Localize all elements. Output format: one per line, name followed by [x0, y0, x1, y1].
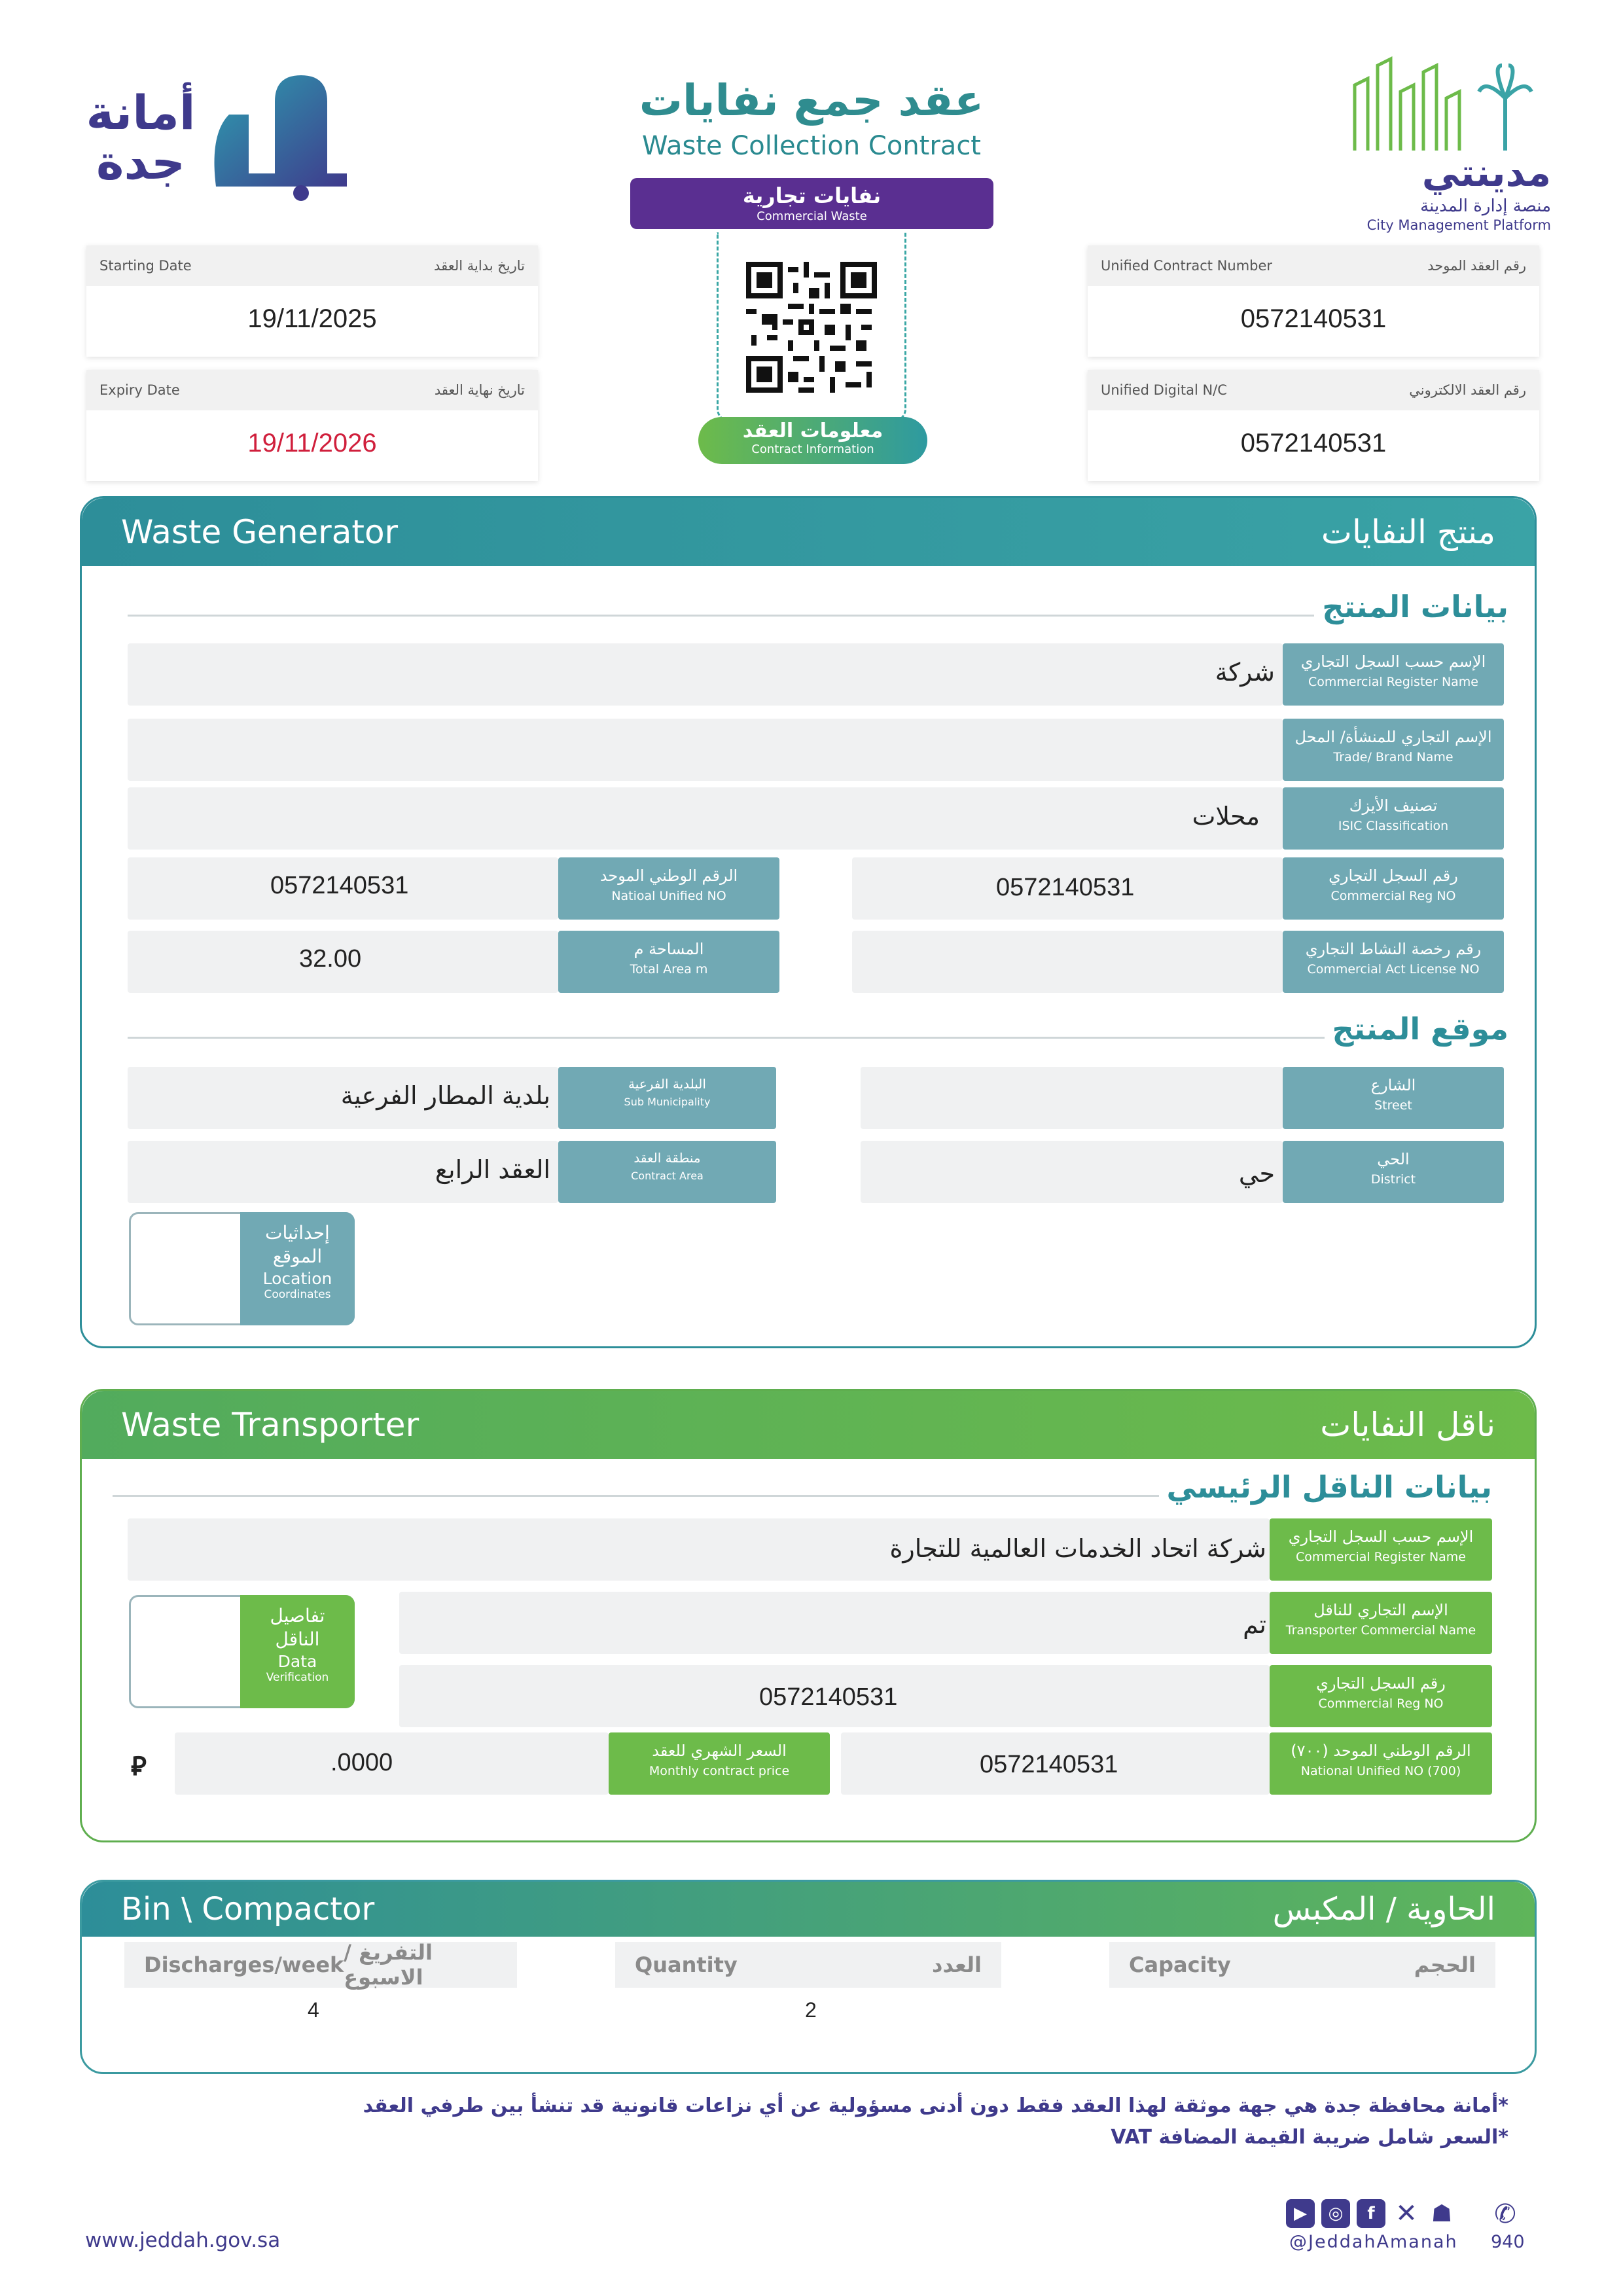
transporter-crn-field — [128, 1518, 1270, 1581]
coordinates-label-ar: إحداثيات الموقع — [265, 1222, 330, 1268]
madinaty-title: مدينتي — [1421, 151, 1551, 195]
generator-submunicipality-field — [128, 1067, 558, 1129]
generator-contract-area-value: العقد الرابع — [435, 1155, 550, 1184]
madinaty-sub-ar: منصة إدارة المدينة — [1420, 196, 1551, 216]
transporter-national-value: 0572140531 — [980, 1751, 1118, 1778]
generator-brand-field — [128, 719, 1283, 781]
discharges-label-en: Discharges/week — [144, 1952, 344, 1977]
generator-street-field — [861, 1067, 1283, 1129]
quantity-label-en: Quantity — [635, 1952, 738, 1977]
bin-title-en: Bin \ Compactor — [121, 1891, 375, 1928]
discharges-column — [124, 1942, 517, 1988]
generator-street-label — [1283, 1067, 1504, 1129]
generator-license-label-en: Commercial Act License NO — [1307, 962, 1480, 977]
digital-contract-value: 0572140531 — [1240, 429, 1387, 457]
start-date-card — [86, 245, 538, 357]
generator-area-label-en: Total Area m — [630, 962, 708, 977]
generator-area-label-ar: المساحة م — [633, 940, 704, 958]
transporter-national-label-ar: الرقم الوطني الموحد (٧٠٠) — [1291, 1742, 1471, 1760]
quantity-column — [615, 1942, 1001, 1988]
amanah-logo-text: أمانة جدة — [86, 85, 196, 190]
transporter-title-en: Waste Transporter — [121, 1406, 419, 1444]
generator-contract-area-label — [558, 1141, 776, 1203]
transporter-name-field — [399, 1592, 1270, 1654]
transporter-national-label — [1270, 1732, 1492, 1795]
main-transporter-heading-text: بيانات الناقل الرئيسي — [1166, 1469, 1492, 1505]
generator-area-value: 32.00 — [299, 945, 362, 973]
generator-reg-value: 0572140531 — [996, 874, 1135, 901]
generator-crn-field — [128, 643, 1283, 706]
generator-isic-value: محلات — [1192, 802, 1260, 831]
snapchat-icon[interactable]: ☗ — [1431, 2200, 1453, 2227]
bin-title-ar: الحاوية / المكبس — [1272, 1891, 1495, 1928]
social-icons — [1286, 2199, 1456, 2228]
commercial-waste-badge — [630, 178, 993, 229]
unified-contract-value: 0572140531 — [1240, 304, 1387, 333]
generator-isic-field — [128, 787, 1283, 850]
website-link[interactable]: www.jeddah.gov.sa — [85, 2229, 281, 2252]
digital-contract-label-ar: رقم العقد الالكتروني — [1409, 382, 1526, 398]
amanah-logo — [79, 62, 366, 219]
transporter-name-label-ar: الإسم التجاري للناقل — [1313, 1601, 1448, 1619]
unified-contract-label-ar: رقم العقد الموحد — [1427, 258, 1526, 274]
capacity-column — [1109, 1942, 1495, 1988]
digital-contract-card — [1088, 370, 1539, 481]
quantity-value: 2 — [805, 1998, 817, 2022]
x-icon[interactable]: ✕ — [1395, 2198, 1418, 2229]
generator-title-ar: منتج النفايات — [1321, 513, 1495, 551]
coordinates-label-en2: Coordinates — [264, 1287, 331, 1301]
generator-submunicipality-label — [558, 1067, 776, 1129]
producer-location-heading — [128, 1011, 1508, 1047]
youtube-icon[interactable]: ▶ — [1286, 2199, 1315, 2228]
transporter-reg-label-ar: رقم السجل التجاري — [1316, 1674, 1446, 1693]
generator-contract-area-field — [128, 1141, 558, 1203]
generator-street-label-ar: الشارع — [1370, 1076, 1416, 1094]
producer-data-heading-text: بيانات المنتج — [1322, 589, 1508, 624]
vat-note: *السعر شامل ضريبة القيمة المضافة VAT — [1111, 2126, 1508, 2149]
discharges-value: 4 — [308, 1998, 319, 2022]
qr-code[interactable] — [746, 262, 877, 393]
generator-national-label — [558, 857, 779, 920]
verification-label-en: Data — [277, 1651, 317, 1671]
social-handle[interactable]: @JeddahAmanah — [1289, 2232, 1458, 2252]
transporter-national-field — [841, 1732, 1270, 1795]
start-date-value: 19/11/2025 — [247, 304, 377, 333]
discharges-label-ar: التفريغ / الاسبوع — [344, 1940, 433, 1990]
unified-contract-card — [1088, 245, 1539, 357]
verification-label-ar: تفاصيل الناقل — [270, 1605, 325, 1651]
generator-brand-label-ar: الإسم التجاري للمنشأة/ المحل — [1294, 728, 1492, 746]
generator-submunicipality-label-ar: البلدية الفرعية — [628, 1076, 706, 1092]
generator-isic-label — [1283, 787, 1504, 850]
transporter-crn-label-ar: الإسم حسب السجل التجاري — [1288, 1528, 1474, 1546]
capacity-label-ar: الحجم — [1414, 1952, 1476, 1977]
bin-header — [82, 1882, 1535, 1937]
generator-crn-label-ar: الإسم حسب السجل التجاري — [1300, 653, 1486, 671]
generator-reg-label-en: Commercial Reg NO — [1330, 889, 1456, 903]
monthly-price-field — [175, 1732, 609, 1795]
badge-label-en: Commercial Waste — [757, 209, 867, 223]
monthly-price-value: .0000 — [330, 1749, 393, 1776]
monthly-price-label-en: Monthly contract price — [649, 1764, 790, 1778]
transporter-reg-value: 0572140531 — [759, 1683, 898, 1711]
transporter-name-value: تم — [1243, 1610, 1266, 1639]
main-transporter-heading — [113, 1469, 1492, 1505]
generator-isic-label-en: ISIC Classification — [1338, 819, 1449, 833]
generator-area-field — [128, 931, 558, 993]
verification-label-en2: Verification — [266, 1670, 329, 1684]
contract-info-ar: معلومات العقد — [742, 420, 883, 442]
transporter-crn-value: شركة اتحاد الخدمات العالمية للتجارة — [889, 1534, 1266, 1563]
transporter-title-ar: ناقل النفايات — [1320, 1406, 1495, 1444]
generator-district-label — [1283, 1141, 1504, 1203]
generator-license-label — [1283, 931, 1504, 993]
generator-reg-field — [852, 857, 1283, 920]
location-coordinates-label[interactable] — [240, 1212, 355, 1325]
generator-contract-area-label-ar: منطقة العقد — [633, 1150, 701, 1166]
transporter-crn-label — [1270, 1518, 1492, 1581]
start-date-label-en: Starting Date — [99, 258, 192, 274]
generator-district-value: حي — [1238, 1159, 1275, 1188]
generator-submunicipality-label-en: Sub Municipality — [624, 1096, 711, 1108]
transporter-header — [82, 1391, 1535, 1459]
madinaty-skyline-icon — [1342, 52, 1551, 157]
badge-label-ar: نفايات تجارية — [742, 183, 882, 208]
coordinates-label-en: Location — [262, 1268, 332, 1288]
phone-icon[interactable]: ✆ — [1494, 2199, 1516, 2229]
producer-data-heading — [128, 589, 1508, 624]
contract-info-en: Contract Information — [751, 442, 874, 456]
generator-submunicipality-value: بلدية المطار الفرعية — [340, 1081, 550, 1110]
generator-license-field — [852, 931, 1283, 993]
transporter-verification-label[interactable] — [240, 1595, 355, 1708]
phone-number[interactable]: 940 — [1491, 2232, 1525, 2252]
transporter-reg-label — [1270, 1665, 1492, 1727]
producer-location-heading-text: موقع المنتج — [1332, 1011, 1508, 1047]
generator-street-label-en: Street — [1374, 1098, 1412, 1113]
transporter-national-label-en: National Unified NO (700) — [1300, 1764, 1461, 1778]
expiry-date-card — [86, 370, 538, 481]
expiry-date-label-en: Expiry Date — [99, 382, 180, 398]
riyal-currency-icon: ⃁ — [131, 1751, 147, 1782]
generator-brand-label-en: Trade/ Brand Name — [1333, 750, 1454, 764]
generator-area-label — [558, 931, 779, 993]
transporter-reg-label-en: Commercial Reg NO — [1318, 1696, 1444, 1711]
start-date-label-ar: تاريخ بداية العقد — [434, 258, 525, 274]
contract-title-ar: عقد جمع نفايات — [639, 75, 984, 126]
generator-reg-label — [1283, 857, 1504, 920]
generator-crn-label-en: Commercial Register Name — [1308, 675, 1478, 689]
generator-national-label-ar: الرقم الوطني الموحد — [599, 867, 738, 885]
generator-district-label-ar: الحي — [1377, 1150, 1410, 1168]
generator-header — [82, 498, 1535, 566]
generator-license-label-ar: رقم رخصة النشاط التجاري — [1305, 940, 1482, 958]
generator-national-label-en: Natioal Unified NO — [611, 889, 726, 903]
transporter-reg-field — [399, 1665, 1270, 1727]
expiry-date-label-ar: تاريخ نهاية العقد — [434, 382, 525, 398]
transporter-name-label-en: Transporter Commercial Name — [1285, 1623, 1476, 1638]
unified-contract-label-en: Unified Contract Number — [1101, 258, 1273, 274]
generator-reg-label-ar: رقم السجل التجاري — [1329, 867, 1458, 885]
generator-crn-value: شركة — [1215, 658, 1275, 687]
generator-isic-label-ar: تصنيف الأيزك — [1349, 797, 1438, 815]
facebook-icon[interactable]: f — [1357, 2199, 1385, 2228]
madinaty-logo — [1342, 52, 1551, 236]
monthly-price-label-ar: السعر الشهري للعقد — [652, 1742, 787, 1760]
generator-brand-label — [1283, 719, 1504, 781]
generator-national-field — [128, 857, 558, 920]
jeddah-logo-mark — [203, 62, 360, 206]
generator-national-value: 0572140531 — [270, 872, 409, 899]
generator-district-field — [861, 1141, 1283, 1203]
generator-title-en: Waste Generator — [121, 513, 399, 551]
transporter-crn-label-en: Commercial Register Name — [1296, 1550, 1466, 1564]
transporter-name-label — [1270, 1592, 1492, 1654]
contract-title-en: Waste Collection Contract — [642, 131, 981, 161]
contract-info-badge — [698, 417, 927, 464]
generator-district-label-en: District — [1370, 1172, 1416, 1187]
generator-crn-label — [1283, 643, 1504, 706]
madinaty-sub-en: City Management Platform — [1366, 217, 1551, 233]
digital-contract-label-en: Unified Digital N/C — [1101, 382, 1227, 398]
generator-contract-area-label-en: Contract Area — [631, 1170, 704, 1182]
monthly-price-label — [609, 1732, 830, 1795]
disclaimer-note: *أمانة محافظة جدة هي جهة موثقة لهذا العقد فقط دون أدنى مسؤولية عن أي نزاعات قانونية قد تنشأ بين طرفي العقد — [363, 2094, 1508, 2117]
expiry-date-value: 19/11/2026 — [247, 429, 377, 457]
quantity-label-ar: العدد — [932, 1952, 982, 1977]
capacity-label-en: Capacity — [1129, 1952, 1231, 1977]
instagram-icon[interactable]: ◎ — [1321, 2199, 1350, 2228]
